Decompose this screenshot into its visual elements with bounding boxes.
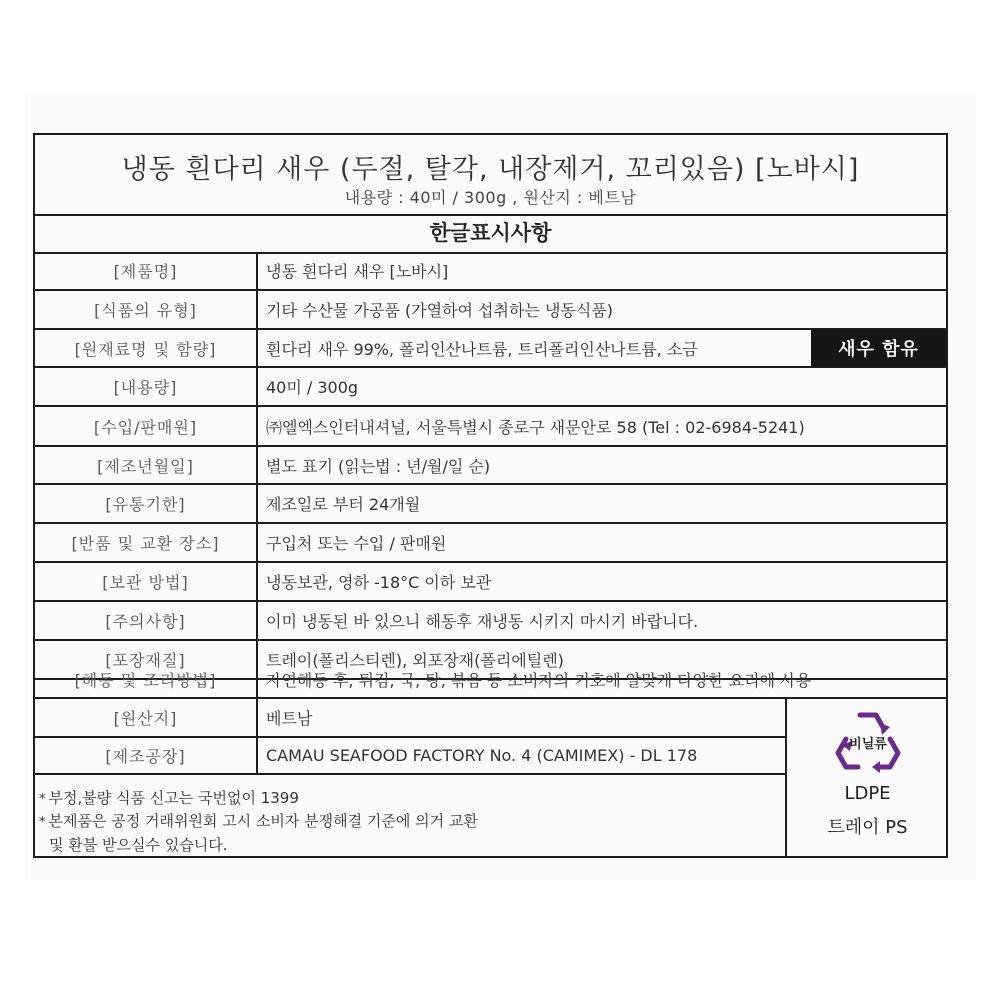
recycle-label: 비닐류	[849, 737, 887, 752]
note-text: 및 환불 받으실수 있습니다.	[49, 836, 228, 854]
row-manufacture-date	[35, 447, 946, 485]
row-expiry	[35, 485, 946, 524]
row-value: CAMAU SEAFOOD FACTORY No. 4 (CAMIMEX) - DL 178	[266, 746, 698, 765]
row-key: [보관 방법]	[35, 563, 258, 600]
recycle-sub: 트레이 PS	[827, 817, 908, 838]
row-key: [수입/판매원]	[35, 407, 258, 445]
row-key: [원재료명 및 함량]	[35, 330, 258, 366]
product-label	[33, 133, 948, 858]
row-ingredients	[35, 330, 946, 368]
row-value: 자연해동 후, 튀김, 국, 탕, 볶음 등 소비자의 기호에 알맞게 다양한 요리에 사용	[266, 670, 812, 690]
row-storage	[35, 563, 946, 602]
note-text: 본제품은 공정 거래위원회 고시 소비자 분쟁해결 기준에 의거 교환	[48, 812, 478, 830]
row-key: [내용량]	[35, 368, 258, 405]
row-key: [제조년월일]	[35, 447, 258, 483]
row-value: 흰다리 새우 99%, 폴리인산나트륨, 트리폴리인산나트륨, 소금	[266, 339, 698, 359]
row-caution	[35, 602, 946, 641]
note-text: 부정,불량 식품 신고는 국번없이 1399	[48, 789, 299, 807]
row-value: 트레이(폴리스티렌), 외포장재(폴리에틸렌)	[266, 651, 564, 670]
row-key: [해동 및 조리방법]	[35, 661, 258, 697]
row-contents	[35, 368, 946, 407]
section-title: 한글표시사항	[35, 214, 946, 254]
note-star: *	[39, 792, 46, 807]
row-key: [반품 및 교환 장소]	[35, 524, 258, 561]
recycle-material: LDPE	[844, 783, 891, 804]
row-product-name	[35, 252, 946, 291]
row-importer	[35, 407, 946, 447]
row-value: 구입처 또는 수입 / 판매원	[266, 534, 447, 553]
row-value: 이미 냉동된 바 있으니 해동후 재냉동 시키지 마시기 바랍니다.	[266, 612, 699, 631]
row-key: [주의사항]	[35, 602, 258, 639]
row-return-place	[35, 524, 946, 563]
row-food-type	[35, 291, 946, 330]
note-report	[39, 787, 299, 808]
product-subtitle: 내용량 : 40미 / 300g , 원산지 : 베트남	[344, 188, 637, 207]
row-value: 베트남	[266, 709, 313, 728]
row-key: [원산지]	[35, 699, 258, 736]
row-key: [제품명]	[35, 252, 258, 289]
row-key: [식품의 유형]	[35, 291, 258, 328]
row-defrost-cooking	[35, 661, 946, 699]
row-factory	[35, 738, 785, 775]
notes	[35, 775, 785, 856]
note-refund-cont	[49, 834, 227, 855]
row-value: 냉동보관, 영하 -18°C 이하 보관	[266, 573, 492, 592]
row-value: 40미 / 300g	[266, 378, 359, 397]
allergen-badge: 새우 함유	[811, 330, 946, 366]
row-key: [유통기한]	[35, 485, 258, 522]
row-value: 별도 표기 (읽는법 : 년/월/일 순)	[266, 456, 491, 476]
row-key: [제조공장]	[35, 738, 258, 773]
row-value: 냉동 흰다리 새우 [노바시]	[266, 262, 449, 281]
recycle-mark	[785, 699, 948, 856]
row-key: [포장재질]	[35, 641, 258, 678]
title-block	[35, 135, 946, 216]
row-value: ㈜엘엑스인터내셔널, 서울특별시 종로구 새문안로 58 (Tel : 02-6984-5241)	[266, 417, 805, 437]
note-star: *	[39, 815, 46, 830]
note-refund	[39, 810, 478, 831]
row-value: 기타 수산물 가공품 (가열하여 섭취하는 냉동식품)	[266, 301, 614, 320]
product-title: 냉동 흰다리 새우 (두절, 탈각, 내장제거, 꼬리있음) [노바시]	[121, 154, 860, 185]
row-value: 제조일로 부터 24개월	[266, 495, 421, 514]
recycle-triangle-icon	[832, 705, 904, 777]
row-origin	[35, 699, 785, 738]
